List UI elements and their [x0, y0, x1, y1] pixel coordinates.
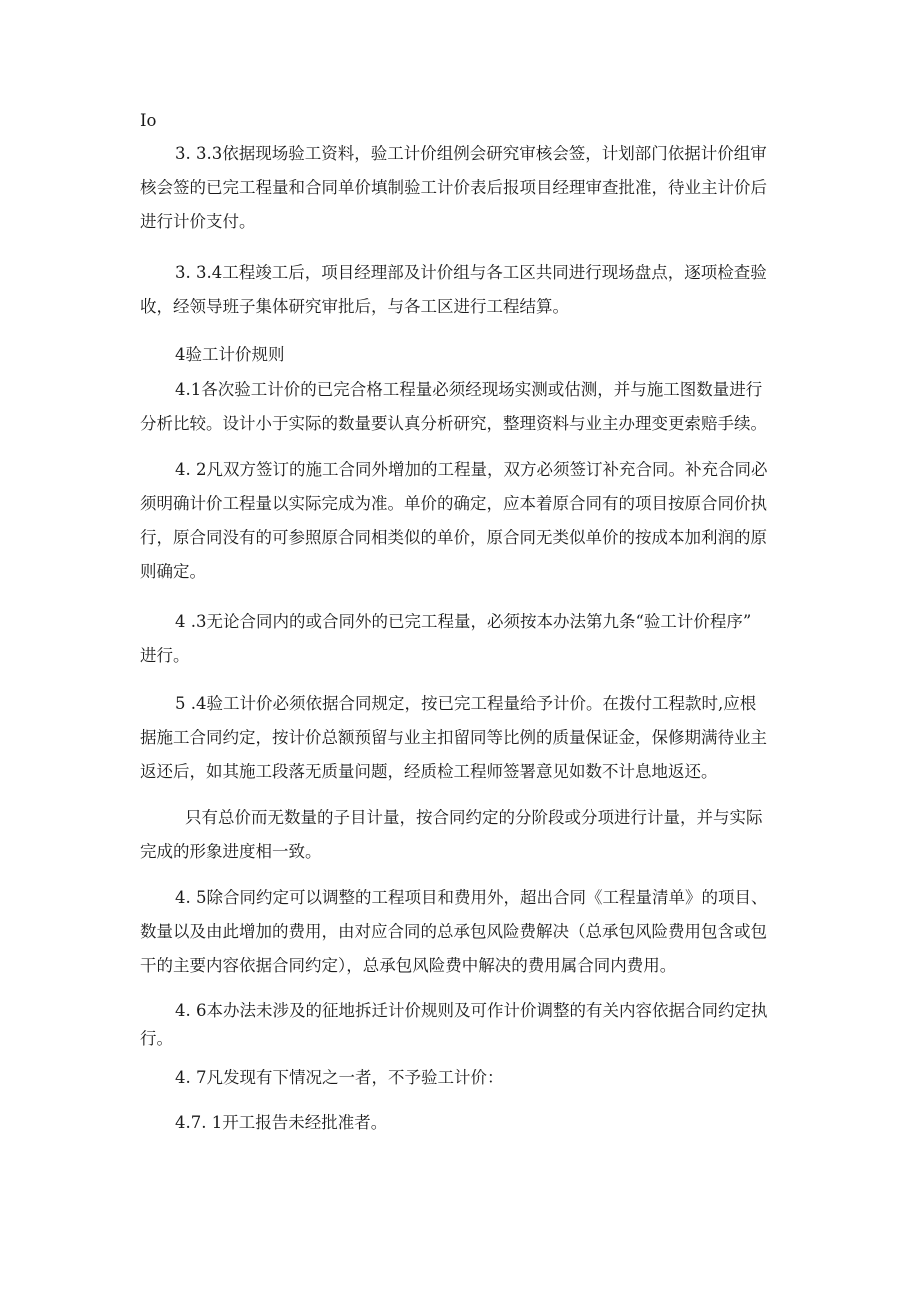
- heading-text: 4验工计价规则: [175, 345, 285, 364]
- paragraph-4-2: [140, 453, 800, 589]
- text-line: 干的主要内容依据合同约定），总承包风险费中解决的费用属合同内费用。: [140, 956, 677, 975]
- paragraph-4-5: [140, 881, 800, 983]
- text-line: 4.1各次验工计价的已完合格工程量必须经现场实测或估测，并与施工图数量进行: [175, 380, 763, 399]
- text-line: 3. 3.3依据现场验工资料，验工计价组例会研究审核会签，计划部门依据计价组审: [175, 144, 767, 163]
- text-line: 据施工合同约定，按计价总额预留与业主扣留同等比例的质量保证金，保修期满待业主: [140, 728, 767, 747]
- text-line: Io: [140, 111, 157, 130]
- text-line: 4 .3无论合同内的或合同外的已完工程量，必须按本办法第九条“验工计价程序”: [175, 612, 752, 631]
- text-line: 进行计价支付。: [140, 212, 256, 231]
- text-line: 5 .4验工计价必须依据合同规定，按已完工程量给予计价。在拨付工程款时,应根: [175, 694, 757, 713]
- paragraph-fragment: [140, 104, 800, 138]
- paragraph-lump-sum: [140, 801, 800, 869]
- paragraph-4-6: [140, 997, 800, 1053]
- text-line: 核会签的已完工程量和合同单价填制验工计价表后报项目经理审查批准，待业主计价后: [140, 178, 767, 197]
- text-line: 行。: [140, 1029, 173, 1048]
- text-line: 返还后，如其施工段落无质量问题，经质检工程师签署意见如数不计息地返还。: [140, 762, 718, 781]
- text-line: 行，原合同没有的可参照原合同相类似的单价，原合同无类似单价的按成本加利润的原: [140, 528, 767, 547]
- text-line: 完成的形象进度相一致。: [140, 842, 322, 861]
- text-line: 只有总价而无数量的子目计量，按合同约定的分阶段或分项进行计量，并与实际: [185, 808, 763, 827]
- text-line: 4. 2凡双方签订的施工合同外增加的工程量，双方必须签订补充合同。补充合同必: [175, 460, 768, 479]
- text-line: 须明确计价工程量以实际完成为准。单价的确定，应本着原合同有的项目按原合同价执: [140, 494, 767, 513]
- paragraph-4-1: [140, 373, 800, 441]
- text-line: 分析比较。设计小于实际的数量要认真分析研究，整理资料与业主办理变更索赔手续。: [140, 414, 767, 433]
- section-heading-4: [140, 338, 800, 372]
- text-line: 收，经领导班子集体研究审批后，与各工区进行工程结算。: [140, 297, 569, 316]
- text-line: 数量以及由此增加的费用，由对应合同的总承包风险费解决（总承包风险费用包含或包: [140, 922, 767, 941]
- paragraph-5-4: [140, 687, 800, 789]
- text-line: 4. 5除合同约定可以调整的工程项目和费用外，超出合同《工程量清单》的项目、: [175, 888, 768, 907]
- text-line: 4. 7凡发现有下情况之一者，不予验工计价：: [175, 1068, 504, 1087]
- text-line: 3. 3.4工程竣工后，项目经理部及计价组与各工区共同进行现场盘点，逐项检查验: [175, 263, 767, 282]
- paragraph-4-7: [140, 1061, 800, 1095]
- text-line: 则确定。: [140, 562, 206, 581]
- paragraph-4-3: [140, 605, 800, 673]
- text-line: 进行。: [140, 646, 190, 665]
- text-line: 4.7. 1开工报告未经批准者。: [175, 1113, 388, 1132]
- text-line: 4. 6本办法未涉及的征地拆迁计价规则及可作计价调整的有关内容依据合同约定执: [175, 1001, 768, 1020]
- paragraph-3-3-3: [140, 137, 800, 239]
- paragraph-4-7-1: [140, 1106, 800, 1140]
- paragraph-3-3-4: [140, 256, 800, 324]
